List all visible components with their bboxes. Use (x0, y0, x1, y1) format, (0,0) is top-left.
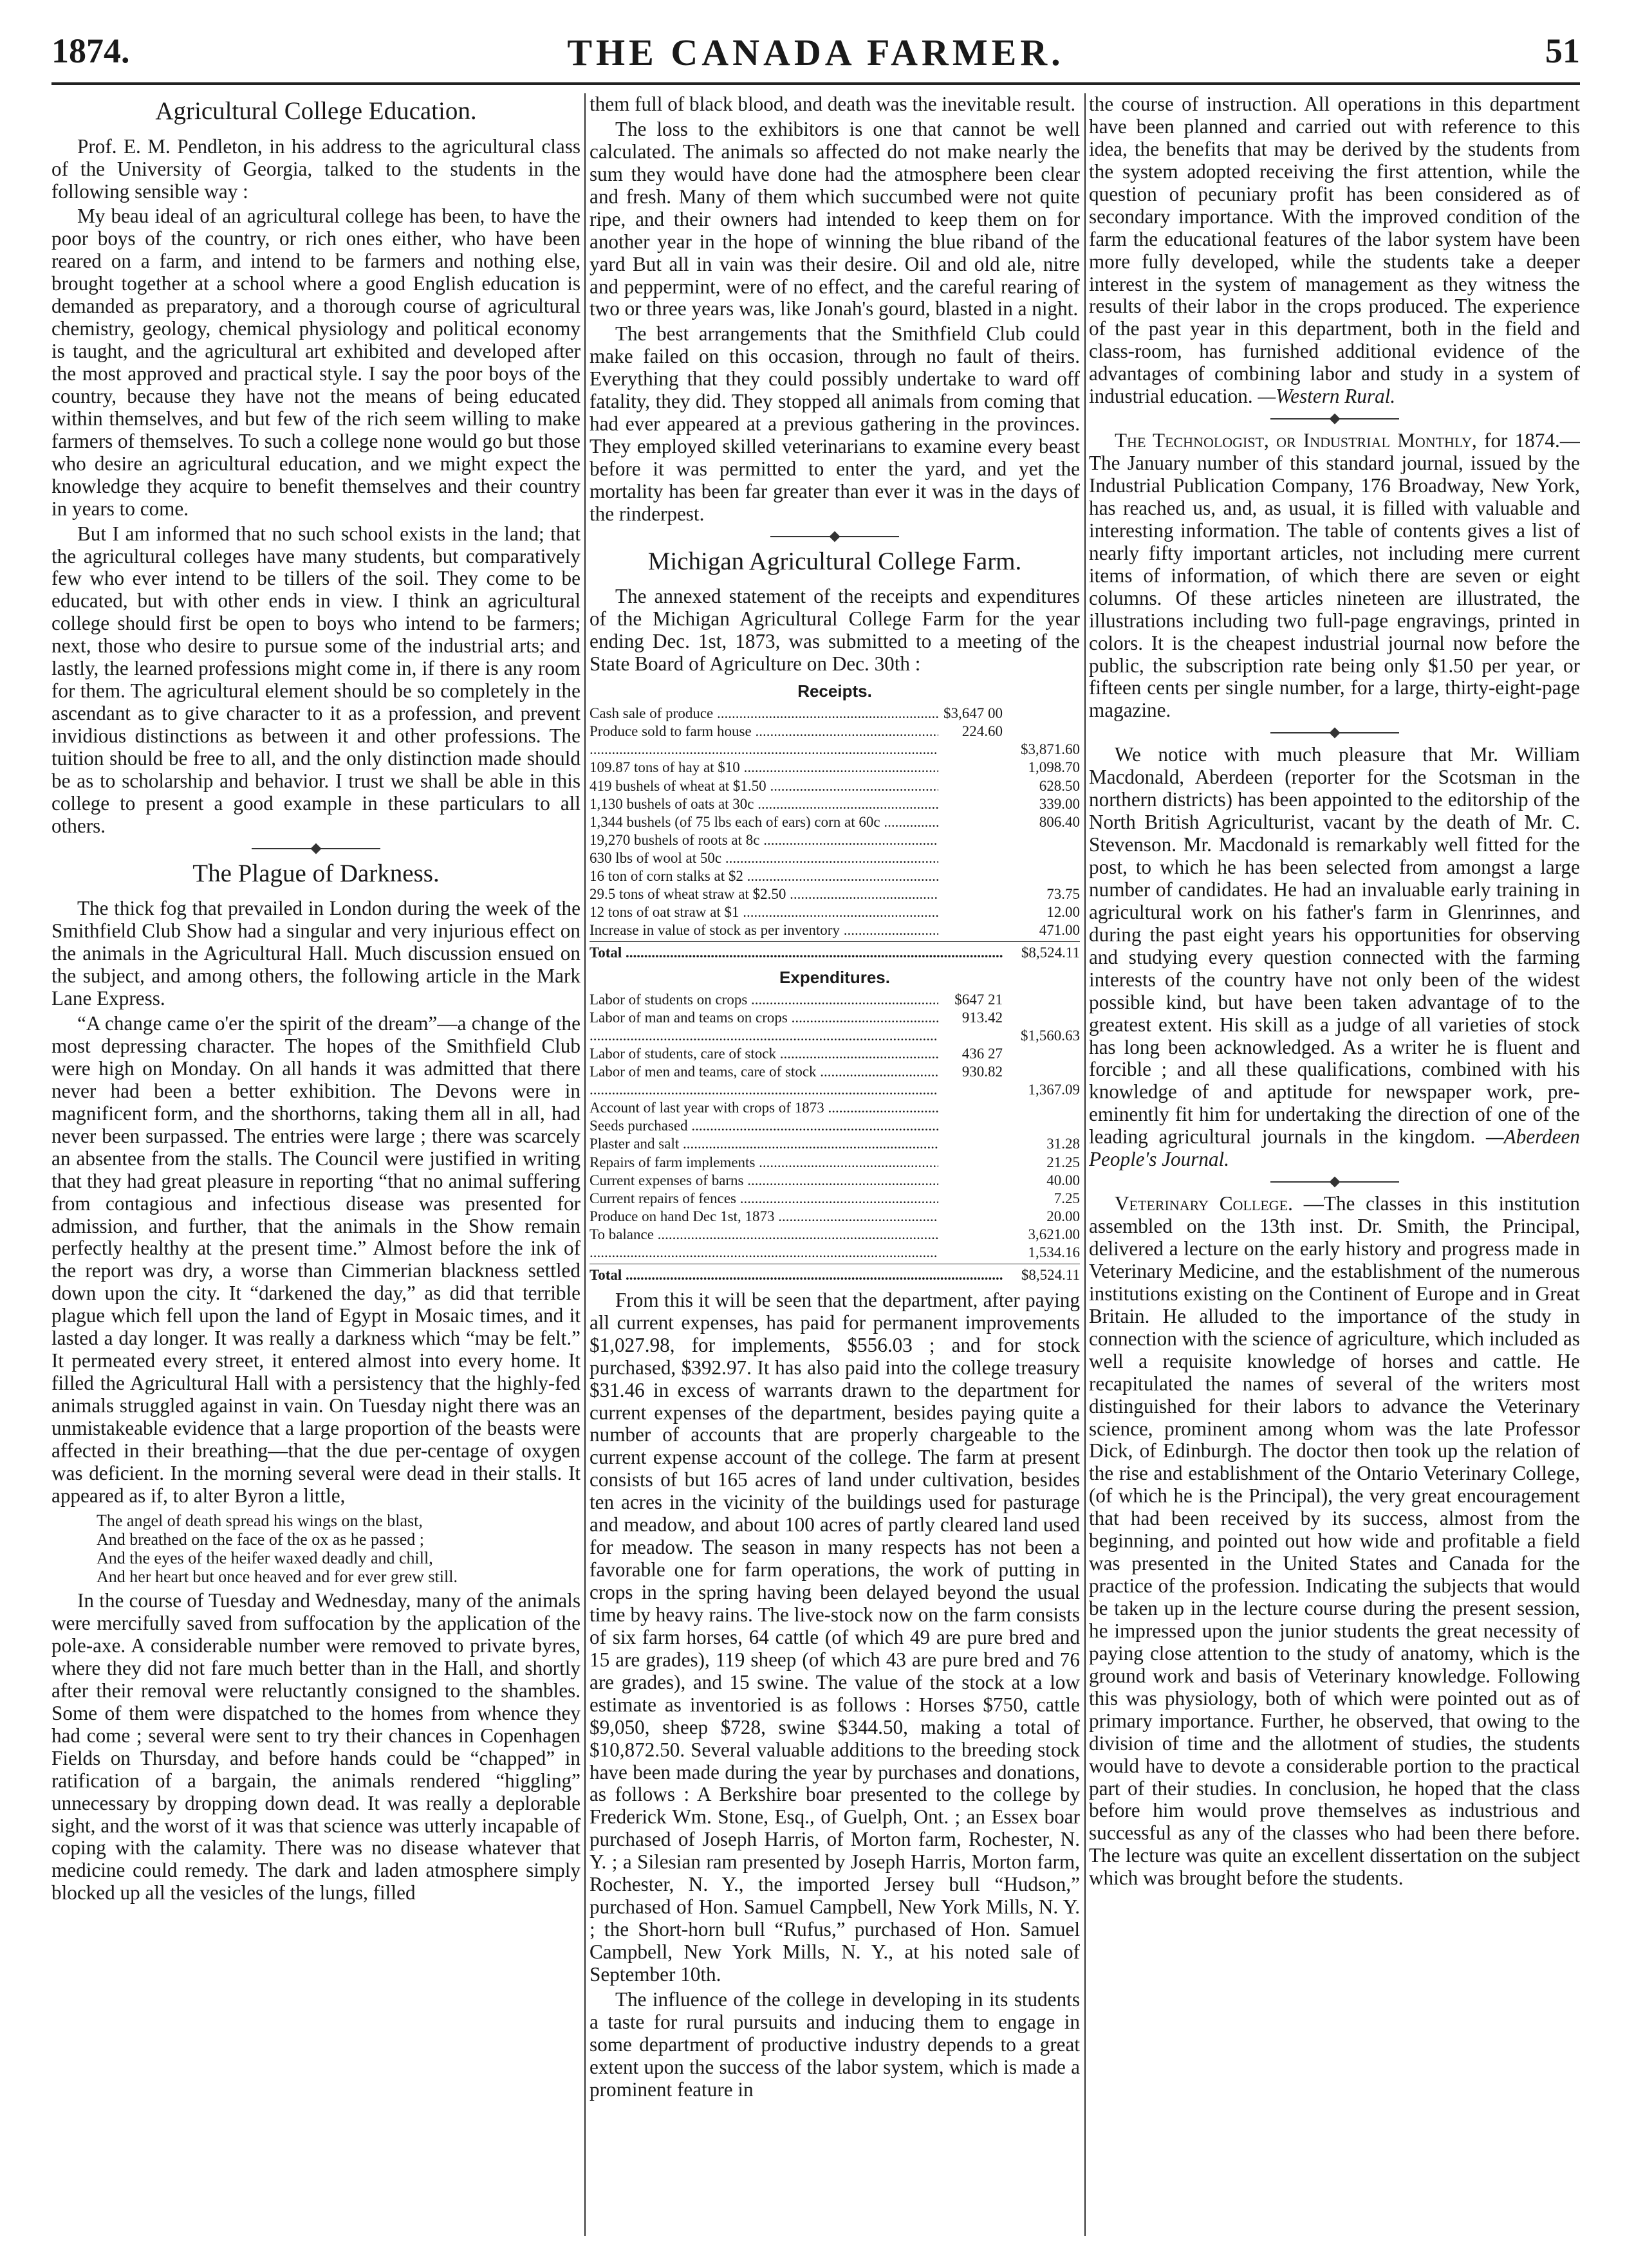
row-amount (938, 1099, 1003, 1117)
paragraph: The best arrangements that the Smithfield Club could make failed on this occasion, through no fault of theirs. Everything that they could possibly undertake to ward off fatality, they did. They stopped all animals from coming that had ever appeared at a previous gathering in the provinces. They employed skilled veterinarians to examine every beast before it was permitted to enter the yard, and yet the mortality has been far greater than ever it was in the days of the rinderpest. (590, 322, 1080, 525)
column-divider (584, 93, 586, 2236)
financial-statement (590, 682, 1080, 1284)
paragraph: From this it will be seen that the department, after paying all current expenses, has paid for permanent improvements $1,027.98, for implements, $556.03 ; and for stock purchased, $392.97. It has also paid into the college treasury $31.46 in excess of warrants drawn to the department for current expenses of the department, besides paying quite a number of accounts that are properly chargeable to the current expense account of the college. The farm at present consists of but 165 acres of land under cultivation, besides ten acres in the vicinity of the buildings used for pasturage and meadow, and about 100 acres of partly cleared land used for meadow. The season in many respects has not been a favorable one for farm operations, the work of putting in crops in the spring having been delayed beyond the usual time by heavy rains. The live-stock now on the farm consists of six farm horses, 64 cattle (of which 49 are pure bred and 15 are grades), 119 sheep (of which 43 are pure bred and 76 are grades), and 15 swine. The value of the stock at a low estimate as inventoried is as follows : Horses $750, cattle $9,050, sheep $728, swine $344.50, making a total of $10,872.50. Several valuable additions to the breeding stock have been made during the year by purchases and donations, as follows : A Berkshire boar presented to the college by Frederick Wm. Stone, Esq., of Guelph, Ont. ; an Essex boar purchased of Joseph Harris, of Morton farm, Rochester, N. Y. ; a Silesian ram presented by Joseph Harris, Morton farm, Rochester, N. Y., the imported Jersey bull “Hudson,” purchased of Hon. Samuel Campbell, New York Mills, N. Y. ; the Short-horn bull “Rufus,” purchased of Hon. Samuel Campbell, New York Mills, N. Y., at his noted sale of September 10th. (590, 1288, 1080, 1986)
item-lead-title: Veterinary College. (1115, 1192, 1293, 1215)
expenditures-total-row (590, 1266, 1080, 1284)
table-row (590, 759, 1080, 777)
row-label: 109.87 tons of hay at $10 ..... (590, 759, 938, 777)
section-divider-ornament (252, 848, 380, 849)
row-subtotal: $1,560.63 (1021, 1028, 1080, 1044)
table-row (590, 885, 1080, 903)
table-row (590, 831, 1080, 849)
row-subtotal (1003, 723, 1080, 741)
table-row (590, 1172, 1080, 1190)
section-divider-ornament (1270, 732, 1399, 733)
table-row (590, 849, 1080, 867)
table-row (590, 867, 1080, 885)
column-3 (1089, 93, 1580, 2236)
row-label (590, 1244, 938, 1262)
row-subtotal (1003, 1099, 1080, 1117)
row-subtotal: $3,871.60 (1021, 741, 1080, 758)
article-heading: Michigan Agricultural College Farm. (647, 547, 1022, 575)
row-amount (938, 813, 1003, 831)
row-subtotal (1003, 1063, 1080, 1081)
receipts-heading: Receipts. (797, 681, 872, 701)
receipts-total-row (590, 944, 1080, 962)
verse-line: And her heart but once heaved and for ever grew still. (97, 1567, 458, 1587)
row-subtotal: 628.50 (1039, 777, 1080, 794)
expenditures-table (590, 991, 1080, 1262)
row-amount (938, 885, 1003, 903)
table-row (590, 1081, 1080, 1099)
row-amount (938, 1135, 1003, 1153)
paragraph: them full of black blood, and death was the inevitable result. (590, 93, 1076, 115)
paragraph: The influence of the college in developing in its students a taste for rural pursuits and inducing them to engage in some department of productive industry depends to a great extent upon the success of the labor system, which is made a prominent feature in (590, 1987, 1080, 2101)
verse-line: The angel of death spread his wings on the blast, (97, 1511, 423, 1530)
table-row (590, 1045, 1080, 1063)
table-row (590, 1027, 1080, 1045)
table-row (590, 1135, 1080, 1153)
table-row (590, 1009, 1080, 1027)
row-subtotal: 1,367.09 (1028, 1082, 1080, 1098)
paragraph (1089, 1193, 1580, 1890)
row-subtotal (1003, 1117, 1080, 1135)
row-label: Increase in value of stock as per inventory ..... (590, 921, 938, 939)
row-subtotal: 31.28 (1046, 1136, 1080, 1152)
row-amount: 930.82 (961, 1064, 1003, 1080)
page-number: 51 (1545, 32, 1580, 70)
total-label: Total ..... (590, 944, 1003, 962)
row-label: Labor of men and teams, care of stock ..... (590, 1063, 938, 1081)
issue-year: 1874. (51, 32, 130, 70)
row-amount (938, 1190, 1003, 1208)
row-amount (938, 1244, 1003, 1262)
source-credit: —Western Rural. (1258, 385, 1396, 408)
row-label (590, 1027, 938, 1045)
row-subtotal (1003, 849, 1080, 867)
page-header (51, 31, 1580, 82)
row-amount (938, 1117, 1003, 1135)
row-amount (938, 903, 1003, 921)
row-subtotal (1003, 867, 1080, 885)
row-amount (938, 1226, 1003, 1244)
row-label: Current expenses of barns ..... (590, 1172, 938, 1190)
row-label: Account of last year with crops of 1873 ..... (590, 1099, 938, 1117)
row-subtotal (1003, 1045, 1080, 1063)
row-label: Cash sale of produce ..... (590, 705, 938, 723)
row-label: Plaster and salt ..... (590, 1135, 938, 1153)
item-lead-title: The Technologist, or Industrial Monthly, (1115, 429, 1477, 452)
source-credit: —Aberdeen People's Journal. (1089, 1125, 1580, 1171)
row-label: Labor of man and teams on crops ..... (590, 1009, 938, 1027)
row-amount (938, 921, 1003, 939)
table-row (590, 903, 1080, 921)
row-amount: 436 27 (961, 1046, 1003, 1062)
paragraph: My beau ideal of an agricultural college has been, to have the poor boys of the country, or rich ones either, who have been reared on a farm, and intend to be farmers and nothing else, brought together at a school where a good English education is demanded as preparatory, and a thorough course of agricultural chemistry, geology, chemical physiology and political economy is taught, and the agricultural art exhibited and developed after the most approved and practical style. I say the poor boys of the country, because they have not the means of being educated within themselves, and but few of the rich seem willing to make farmers of themselves. To such a college none would go but those who desire an agricultural education, and we might expect the knowledge they acquire to benefit themselves and their country in years to come. (51, 205, 580, 520)
row-amount (938, 1208, 1003, 1226)
row-subtotal: 3,621.00 (1028, 1226, 1080, 1242)
paragraph (1089, 744, 1580, 1171)
table-row (590, 1063, 1080, 1081)
row-subtotal (1003, 991, 1080, 1009)
row-amount (938, 1081, 1003, 1099)
table-row (590, 1117, 1080, 1135)
paragraph: The thick fog that prevailed in London during the week of the Smithfield Club Show had a singular and very injurious effect on the animals in the Agricultural Hall. Much discussion ensued on the subject, and among others, the following article in the Mark Lane Express. (51, 897, 580, 1010)
row-amount (938, 795, 1003, 813)
table-row (590, 1190, 1080, 1208)
row-amount (938, 849, 1003, 867)
article-heading: Agricultural College Education. (155, 97, 477, 125)
row-label: To balance ..... (590, 1226, 938, 1244)
total-amount: $8,524.11 (1021, 944, 1080, 961)
row-subtotal: 12.00 (1046, 903, 1080, 920)
paragraph: In the course of Tuesday and Wednesday, many of the animals were mercifully saved from suffocation by the application of the pole-axe. A considerable number were removed to private byres, where they did not fare much better than in the Hall, and shortly after their removal were reluctantly consigned to the shambles. Some of them were dispatched to the homes from whence they had come ; several were sent to try their chances in Copenhagen Fields on Thursday, and before hands could be “chapped” in ratification of a bargain, the animals rendered “higgling” unnecessary by dropping down dead. It was really a deplorable sight, and the worst of it was that science was utterly incapable of coping with the calamity. There was no disease whatever that medicine could remedy. The dark and laden atmosphere simply blocked up all the vesicles of the lungs, filled (51, 1589, 580, 1904)
table-row (590, 795, 1080, 813)
table-row (590, 1154, 1080, 1172)
row-subtotal: 339.00 (1039, 795, 1080, 812)
row-label: 419 bushels of wheat at $1.50 ..... (590, 777, 938, 795)
row-label: 29.5 tons of wheat straw at $2.50 ..... (590, 885, 938, 903)
section-divider-ornament (770, 536, 899, 537)
row-amount: 224.60 (961, 723, 1003, 740)
table-rule (590, 941, 1080, 942)
row-amount (938, 1172, 1003, 1190)
verse-line: And breathed on the face of the ox as he passed ; (97, 1529, 424, 1549)
row-amount: $647 21 (954, 991, 1003, 1008)
table-row (590, 813, 1080, 831)
expenditures-heading: Expenditures. (779, 968, 890, 987)
paragraph: “A change came o'er the spirit of the dream”—a change of the most depressing character. The hopes of the Smithfield Club were high on Monday. On all hands it was admitted that there never had been a better exhibition. The Devons were in magnificent form, and the shorthorns, taking them all in all, had never been surpassed. The entries were large ; there was scarcely an absentee from the stalls. The Council were justified in writing that they had great pleasure in reporting “that no animal suffering from contagious and infectious disease was presented for admission, and further, that the animals in the Show remain perfectly healthy at the present time.” Almost before the ink of the report was dry, a worse than Cimmerian blackness settled down upon the city. It “darkened the day,” as did that terrible plague which fell upon the land of Egypt in Mosaic times, and it lasted a day longer. It was really a darkness which “may be felt.” It permeated every street, it entered almost into every home. It filled the Agricultural Hall with a persistency that the highly-fed animals struggled against in vain. On Tuesday night there was an unmistakeable evidence that a large proportion of the beasts were affected in their breathing—that the due per-centage of oxygen was deficient. In the morning several were dead in their stalls. It appeared as if, to alter Byron a little, (51, 1012, 580, 1507)
row-label: Seeds purchased ..... (590, 1117, 938, 1135)
row-amount (938, 867, 1003, 885)
paragraph: The loss to the exhibitors is one that cannot be well calculated. The animals so affected do not make nearly the sum they would have done had the atmosphere been clear and fresh. Many of them which succumbed were not quite ripe, and their owners had intended to keep them on for another year in the hope of winning the blue riband of the yard But all in vain was their desire. Oil and old ale, nitre and peppermint, were of no effect, and the careful rearing of two or three years was, like Jonah's gourd, blasted in a night. (590, 117, 1080, 320)
row-amount (938, 1154, 1003, 1172)
row-subtotal: 1,534.16 (1028, 1244, 1080, 1260)
total-amount: $8,524.11 (1021, 1266, 1080, 1283)
table-row (590, 991, 1080, 1009)
total-label: Total ..... (590, 1266, 1003, 1284)
row-label: 630 lbs of wool at 50c ..... (590, 849, 938, 867)
row-amount (938, 741, 1003, 759)
column-2 (590, 93, 1080, 2236)
paragraph: But I am informed that no such school exists in the land; that the agricultural colleges have many students, but comparatively few who ever intend to be tillers of the soil. They come to be educated, but with other ends in view. I think an agricultural college should first be open to boys who intend to be farmers; next, those who desire to pursue some of the industrial arts; and lastly, the learned professions might come in, if there is any room for them. The agricultural element should be so completely in the ascendant as to give character to it as a profession, and prevent invidious distinctions as between it and other professions. The tuition should be free to all, and the only distinction made should be as to scholarship and behavior. I trust we shall be able in this college to present a good example in these particulars to all others. (51, 522, 580, 837)
row-amount: $3,647 00 (943, 705, 1003, 722)
article-heading: The Plague of Darkness. (192, 859, 440, 887)
paragraph-text: for 1874.—The January number of this standard journal, issued by the Industrial Publication Company, 176 Broadway, New York, has reached us, and, as usual, it is filled with valuable and interesting information. The table of contents gives a list of nearly fifty important articles, not including mere current items of information, of which there are seven or eight columns. Of these articles nineteen are illustrated, the illustrations including two full-page engravings, printed in colors. It is the cheapest industrial journal now before the public, the subscription rate being only $1.50 per year, or fifteen cents per single number, for a large, thirty-eight-page magazine. (1089, 429, 1580, 722)
row-label (590, 741, 938, 759)
verse-quote (97, 1511, 580, 1586)
paragraph (1089, 430, 1580, 722)
row-subtotal: 1,098.70 (1028, 759, 1080, 776)
row-subtotal: 73.75 (1046, 885, 1080, 902)
table-row (590, 921, 1080, 939)
table-row (590, 1244, 1080, 1262)
paragraph-text: We notice with much pleasure that Mr. William Macdonald, Aberdeen (reporter for the Scotsman in the northern districts) has been appointed to the editorship of the North British Agriculturist, vacant by the death of Mr. C. Stevenson. Mr. Macdonald is remarkably well fitted for the post, to which he has been selected from amongst a large number of candidates. He had an invaluable early training in agricultural work on his father's farm in Glenrinnes, and during the past eight years his opportunities for observing and studying every question connected with the farming interests of the country have not only been of the widest possible kind, but have been taken advantage of to the greatest extent. His skill as a judge of all varieties of stock has long been acknowledged. As a writer he is fluent and forcible ; and all these qualifications, combined with his knowledge of and aptitude for newspaper work, pre-eminently fit him for undertaking the direction of one of the leading agricultural journals in the kingdom. (1089, 743, 1580, 1148)
row-subtotal: 806.40 (1039, 813, 1080, 830)
row-subtotal: 40.00 (1046, 1172, 1080, 1188)
receipts-table (590, 705, 1080, 939)
paragraph: The annexed statement of the receipts and expenditures of the Michigan Agricultural College Farm for the year ending Dec. 1st, 1873, was submitted to a meeting of the State Board of Agriculture on Dec. 30th : (590, 585, 1080, 676)
header-rule (51, 82, 1580, 85)
row-label: 16 ton of corn stalks at $2 ..... (590, 867, 938, 885)
table-row (590, 1226, 1080, 1244)
row-subtotal (1003, 831, 1080, 849)
paragraph-text: the course of instruction. All operations in this department have been planned and carried out with reference to this idea, the benefits that may be derived by the students from the system adopted receiving the first attention, while the question of pecuniary profit has been considered as of secondary importance. With the improved condition of the farm the educational features of the labor system have been more fully developed, while the students take a deeper interest in the system of management as they witness the results of their labor in the crops produced. The experience of the past year in this department, both in the field and class-room, has furnished additional evidence of the advantages of combining labor and study in a system of industrial education. (1089, 93, 1580, 408)
row-label: 19,270 bushels of roots at 8c ..... (590, 831, 938, 849)
table-row (590, 1208, 1080, 1226)
table-row (590, 705, 1080, 723)
row-amount: 913.42 (961, 1010, 1003, 1026)
newspaper-title: THE CANADA FARMER. (567, 32, 1064, 73)
row-subtotal: 21.25 (1046, 1154, 1080, 1170)
row-label: Repairs of farm implements ..... (590, 1154, 938, 1172)
row-amount (938, 777, 1003, 795)
row-amount (938, 759, 1003, 777)
row-label: 12 tons of oat straw at $1 ..... (590, 903, 938, 921)
column-1 (51, 93, 580, 2236)
row-amount (938, 831, 1003, 849)
table-row (590, 741, 1080, 759)
row-label: Produce on hand Dec 1st, 1873 ..... (590, 1208, 938, 1226)
row-label: Current repairs of fences ..... (590, 1190, 938, 1208)
row-subtotal: 7.25 (1054, 1190, 1080, 1206)
table-row (590, 1099, 1080, 1117)
section-divider-ornament (1270, 1181, 1399, 1183)
section-divider-ornament (1270, 418, 1399, 419)
table-row (590, 723, 1080, 741)
paragraph (1089, 93, 1580, 408)
row-subtotal: 20.00 (1046, 1208, 1080, 1224)
verse-line: And the eyes of the heifer waxed deadly and chill, (97, 1548, 433, 1567)
row-subtotal: 471.00 (1039, 921, 1080, 938)
row-subtotal (1003, 1009, 1080, 1027)
row-subtotal (1003, 705, 1080, 723)
row-label: Labor of students, care of stock ..... (590, 1045, 938, 1063)
paragraph: Prof. E. M. Pendleton, in his address to the agricultural class of the University of Georgia, talked to the students in the following sensible way : (51, 134, 580, 203)
table-row (590, 777, 1080, 795)
column-divider (1084, 93, 1086, 2236)
paragraph-text: —The classes in this institution assembled on the 13th inst. Dr. Smith, the Principal, delivered a lecture on the early history and progress made in Veterinary Medicine, and the establishment of the numerous institutions existing on the Continent of Europe and in Great Britain. He alluded to the importance of the study in connection with the science of agriculture, which included as well a requisite knowledge of horses and cattle. He recapitulated the names of several of the writers most distinguished for their labors to advance the Veterinary science, prominent among whom was the late Professor Dick, of Edinburgh. The doctor then took up the relation of the rise and establishment of the Ontario Veterinary College, (of which he is the Principal), the very great encouragement that had been received by its success, almost from the beginning, and pointed out how wide and profitable a field was presented in the United States and Canada for the practice of the profession. Indicating the subjects that would be taken up in the lecture course during the present session, he impressed upon the junior students the great necessity of paying close attention to the study of anatomy, which is the ground work and basis of Veterinary knowledge. Following this was physiology, both of which were pointed out as of primary importance. Further, he observed, that owing to the division of time and the allotment of studies, the students would have to devote a considerable portion to the practical part of their studies. In conclusion, he hoped that the class before him would prove themselves as industrious and successful as any of the classes who had been there before. The lecture was quite an excellent dissertation on the subject which was brought before the students. (1089, 1192, 1580, 1890)
row-label: Produce sold to farm house ..... (590, 723, 938, 741)
row-label: 1,130 bushels of oats at 30c ..... (590, 795, 938, 813)
row-label: Labor of students on crops ..... (590, 991, 938, 1009)
row-amount (938, 1027, 1003, 1045)
row-label (590, 1081, 938, 1099)
row-label: 1,344 bushels (of 75 lbs each of ears) corn at 60c ..... (590, 813, 938, 831)
